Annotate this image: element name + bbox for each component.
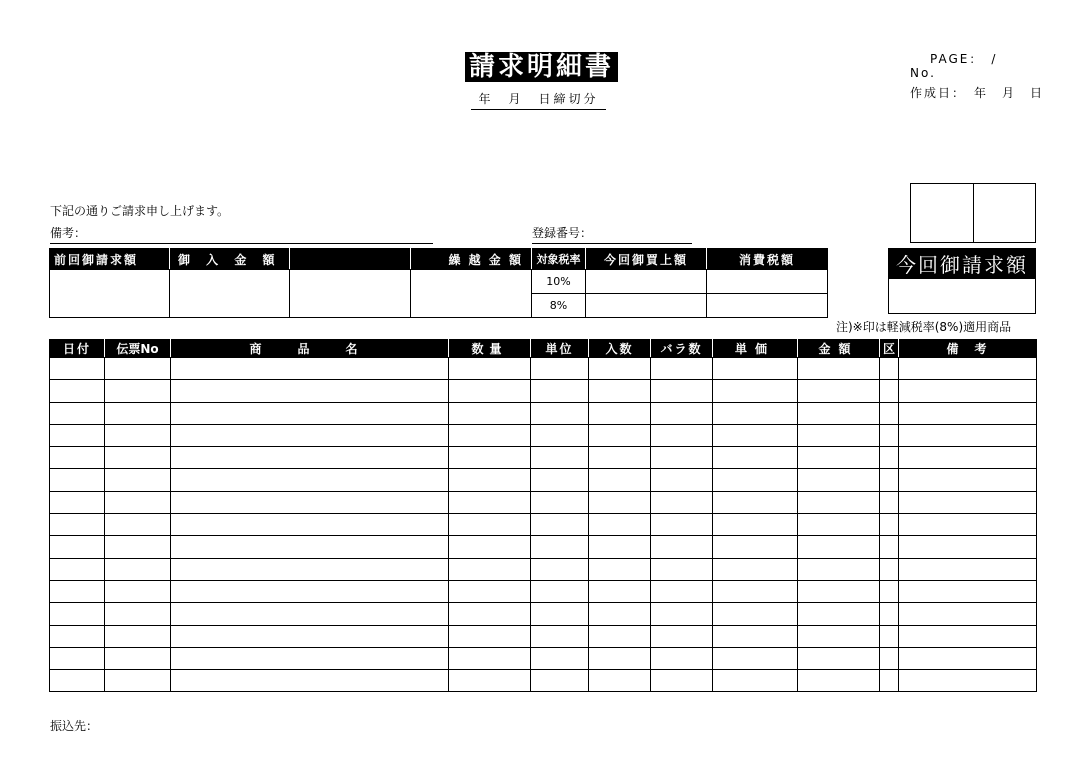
table-cell bbox=[651, 424, 713, 446]
table-cell bbox=[651, 580, 713, 602]
table-row bbox=[50, 625, 1037, 647]
table-cell bbox=[449, 469, 531, 491]
table-cell bbox=[105, 558, 171, 580]
table-cell bbox=[651, 670, 713, 692]
table-cell bbox=[50, 580, 105, 602]
table-cell bbox=[899, 625, 1037, 647]
table-cell bbox=[899, 380, 1037, 402]
cell-purchase-8 bbox=[586, 294, 707, 318]
table-cell bbox=[899, 536, 1037, 558]
table-row bbox=[50, 558, 1037, 580]
table-cell bbox=[899, 670, 1037, 692]
table-cell bbox=[899, 358, 1037, 380]
table-cell bbox=[798, 558, 880, 580]
table-cell bbox=[798, 514, 880, 536]
col-remarks: 備 考 bbox=[899, 340, 1037, 358]
table-cell bbox=[899, 402, 1037, 424]
table-cell bbox=[713, 603, 798, 625]
header-tax-rate: 対象税率 bbox=[532, 249, 586, 270]
document-title: 請求明細書 bbox=[465, 52, 618, 82]
table-cell bbox=[899, 580, 1037, 602]
table-cell bbox=[798, 358, 880, 380]
col-amount: 金額 bbox=[798, 340, 880, 358]
table-cell bbox=[899, 447, 1037, 469]
table-cell bbox=[713, 536, 798, 558]
header-previous-billing: 前回御請求額 bbox=[50, 249, 170, 270]
table-cell bbox=[651, 380, 713, 402]
cell-tax-8 bbox=[707, 294, 828, 318]
table-cell bbox=[449, 536, 531, 558]
table-cell bbox=[531, 625, 589, 647]
table-cell bbox=[880, 536, 899, 558]
table-row bbox=[50, 358, 1037, 380]
table-cell bbox=[171, 536, 449, 558]
table-row bbox=[50, 670, 1037, 692]
table-cell bbox=[589, 603, 651, 625]
table-cell bbox=[105, 647, 171, 669]
table-cell bbox=[880, 402, 899, 424]
table-cell bbox=[171, 670, 449, 692]
table-cell bbox=[50, 424, 105, 446]
table-cell bbox=[105, 380, 171, 402]
cell-purchase-10 bbox=[586, 270, 707, 294]
table-cell bbox=[880, 469, 899, 491]
table-cell bbox=[899, 514, 1037, 536]
header-carried-over: 繰 越 金 額 bbox=[411, 249, 532, 270]
table-cell bbox=[880, 424, 899, 446]
table-cell bbox=[899, 647, 1037, 669]
table-cell bbox=[449, 380, 531, 402]
table-cell bbox=[880, 358, 899, 380]
table-cell bbox=[899, 558, 1037, 580]
table-cell bbox=[531, 580, 589, 602]
table-cell bbox=[105, 625, 171, 647]
table-cell bbox=[713, 647, 798, 669]
table-cell bbox=[171, 402, 449, 424]
table-cell bbox=[798, 647, 880, 669]
table-cell bbox=[798, 447, 880, 469]
table-cell bbox=[531, 358, 589, 380]
table-cell bbox=[713, 491, 798, 513]
total-billing-box bbox=[888, 248, 1036, 314]
table-cell bbox=[105, 424, 171, 446]
table-cell bbox=[50, 647, 105, 669]
table-cell bbox=[105, 514, 171, 536]
table-cell bbox=[880, 625, 899, 647]
reduced-tax-note: 注)※印は軽減税率(8%)適用商品 bbox=[836, 320, 1012, 334]
table-cell bbox=[880, 558, 899, 580]
detail-table bbox=[49, 339, 1037, 692]
table-cell bbox=[880, 380, 899, 402]
created-date-label: 作成日： 年 月 日 bbox=[910, 86, 1045, 100]
summary-table bbox=[49, 248, 828, 318]
cutoff-date-line: 年 月 日締切分 bbox=[471, 90, 606, 110]
table-cell bbox=[50, 625, 105, 647]
page-label: PAGE： / bbox=[930, 52, 998, 66]
table-cell bbox=[651, 647, 713, 669]
remarks-label: 備考： bbox=[50, 226, 87, 240]
table-cell bbox=[589, 580, 651, 602]
table-cell bbox=[171, 447, 449, 469]
col-loose-qty: バラ数 bbox=[651, 340, 713, 358]
table-cell bbox=[880, 580, 899, 602]
total-billing-value bbox=[889, 279, 1036, 314]
table-cell bbox=[589, 625, 651, 647]
table-cell bbox=[589, 447, 651, 469]
table-cell bbox=[589, 647, 651, 669]
table-cell bbox=[171, 603, 449, 625]
table-cell bbox=[589, 380, 651, 402]
cell-carried-over bbox=[411, 270, 532, 318]
col-category: 区 bbox=[880, 340, 899, 358]
table-cell bbox=[50, 514, 105, 536]
table-cell bbox=[651, 514, 713, 536]
table-cell bbox=[50, 670, 105, 692]
table-cell bbox=[531, 603, 589, 625]
table-cell bbox=[531, 402, 589, 424]
header-purchase-amount: 今回御買上額 bbox=[586, 249, 707, 270]
table-cell bbox=[651, 447, 713, 469]
remarks-line bbox=[50, 224, 433, 244]
table-cell bbox=[713, 402, 798, 424]
table-cell bbox=[531, 514, 589, 536]
table-cell bbox=[105, 358, 171, 380]
table-cell bbox=[449, 514, 531, 536]
table-cell bbox=[105, 603, 171, 625]
table-cell bbox=[798, 670, 880, 692]
table-cell bbox=[713, 358, 798, 380]
stamp-box-1 bbox=[911, 184, 974, 243]
table-cell bbox=[50, 469, 105, 491]
table-cell bbox=[50, 402, 105, 424]
table-cell bbox=[449, 447, 531, 469]
col-date: 日付 bbox=[50, 340, 105, 358]
table-cell bbox=[713, 469, 798, 491]
table-cell bbox=[798, 536, 880, 558]
cell-tax-10 bbox=[707, 270, 828, 294]
col-quantity: 数量 bbox=[449, 340, 531, 358]
table-cell bbox=[589, 514, 651, 536]
table-cell bbox=[798, 603, 880, 625]
tax-rate-8: 8% bbox=[532, 294, 586, 318]
table-cell bbox=[171, 647, 449, 669]
table-cell bbox=[531, 447, 589, 469]
table-row bbox=[50, 491, 1037, 513]
table-cell bbox=[105, 491, 171, 513]
table-cell bbox=[589, 424, 651, 446]
table-cell bbox=[589, 536, 651, 558]
header-payment-received: 御 入 金 額 bbox=[170, 249, 290, 270]
table-row bbox=[50, 402, 1037, 424]
detail-body bbox=[50, 358, 1037, 692]
table-cell bbox=[449, 603, 531, 625]
table-cell bbox=[713, 380, 798, 402]
table-row bbox=[50, 469, 1037, 491]
table-cell bbox=[713, 670, 798, 692]
table-cell bbox=[651, 603, 713, 625]
col-pack-qty: 入数 bbox=[589, 340, 651, 358]
table-cell bbox=[589, 670, 651, 692]
table-cell bbox=[105, 580, 171, 602]
table-cell bbox=[798, 625, 880, 647]
tax-rate-10: 10% bbox=[532, 270, 586, 294]
table-cell bbox=[880, 647, 899, 669]
table-cell bbox=[589, 558, 651, 580]
table-cell bbox=[171, 380, 449, 402]
table-cell bbox=[171, 424, 449, 446]
header-blank bbox=[290, 249, 411, 270]
table-cell bbox=[449, 402, 531, 424]
table-cell bbox=[880, 514, 899, 536]
table-cell bbox=[589, 469, 651, 491]
registration-label: 登録番号： bbox=[532, 226, 593, 240]
table-cell bbox=[651, 469, 713, 491]
col-slip-no: 伝票No bbox=[105, 340, 171, 358]
table-cell bbox=[50, 358, 105, 380]
table-cell bbox=[899, 603, 1037, 625]
table-cell bbox=[713, 625, 798, 647]
number-label: No. bbox=[910, 66, 936, 80]
table-cell bbox=[651, 536, 713, 558]
table-cell bbox=[449, 558, 531, 580]
table-cell bbox=[531, 424, 589, 446]
table-cell bbox=[531, 536, 589, 558]
table-cell bbox=[798, 580, 880, 602]
table-cell bbox=[449, 647, 531, 669]
table-cell bbox=[589, 358, 651, 380]
table-cell bbox=[449, 625, 531, 647]
greeting-text: 下記の通りご請求申し上げます。 bbox=[50, 204, 230, 218]
table-cell bbox=[50, 447, 105, 469]
table-cell bbox=[798, 469, 880, 491]
table-cell bbox=[171, 491, 449, 513]
table-row bbox=[50, 603, 1037, 625]
col-unit-price: 単価 bbox=[713, 340, 798, 358]
table-row bbox=[50, 380, 1037, 402]
table-cell bbox=[713, 447, 798, 469]
cell-blank bbox=[290, 270, 411, 318]
table-row bbox=[50, 536, 1037, 558]
bank-label: 振込先： bbox=[50, 719, 99, 733]
table-cell bbox=[171, 358, 449, 380]
table-cell bbox=[105, 402, 171, 424]
table-cell bbox=[171, 469, 449, 491]
table-cell bbox=[171, 514, 449, 536]
table-cell bbox=[798, 424, 880, 446]
total-billing-label: 今回御請求額 bbox=[889, 249, 1036, 279]
stamp-box-2 bbox=[973, 184, 1036, 243]
table-cell bbox=[651, 402, 713, 424]
table-cell bbox=[880, 670, 899, 692]
table-cell bbox=[50, 536, 105, 558]
table-cell bbox=[105, 536, 171, 558]
table-cell bbox=[449, 358, 531, 380]
cell-previous-billing bbox=[50, 270, 170, 318]
registration-line bbox=[532, 224, 692, 244]
table-cell bbox=[531, 647, 589, 669]
table-cell bbox=[50, 603, 105, 625]
table-cell bbox=[651, 625, 713, 647]
table-cell bbox=[880, 491, 899, 513]
table-cell bbox=[449, 670, 531, 692]
header-consumption-tax: 消費税額 bbox=[707, 249, 828, 270]
table-cell bbox=[449, 424, 531, 446]
table-cell bbox=[531, 380, 589, 402]
table-cell bbox=[899, 491, 1037, 513]
table-cell bbox=[651, 558, 713, 580]
table-cell bbox=[105, 670, 171, 692]
table-cell bbox=[589, 491, 651, 513]
table-row bbox=[50, 514, 1037, 536]
table-cell bbox=[531, 469, 589, 491]
table-cell bbox=[651, 491, 713, 513]
table-cell bbox=[531, 558, 589, 580]
table-cell bbox=[50, 380, 105, 402]
table-cell bbox=[171, 580, 449, 602]
table-cell bbox=[880, 603, 899, 625]
cell-payment-received bbox=[170, 270, 290, 318]
table-cell bbox=[880, 447, 899, 469]
table-cell bbox=[713, 580, 798, 602]
table-cell bbox=[50, 491, 105, 513]
table-cell bbox=[798, 491, 880, 513]
table-cell bbox=[798, 402, 880, 424]
table-cell bbox=[449, 580, 531, 602]
table-cell bbox=[171, 558, 449, 580]
table-cell bbox=[50, 558, 105, 580]
table-cell bbox=[713, 558, 798, 580]
col-unit: 単位 bbox=[531, 340, 589, 358]
table-cell bbox=[531, 491, 589, 513]
table-cell bbox=[105, 469, 171, 491]
table-row bbox=[50, 580, 1037, 602]
table-cell bbox=[531, 670, 589, 692]
table-row bbox=[50, 447, 1037, 469]
stamp-boxes bbox=[910, 183, 1036, 243]
table-cell bbox=[899, 469, 1037, 491]
table-cell bbox=[449, 491, 531, 513]
col-product-name: 商 品 名 bbox=[171, 340, 449, 358]
table-row bbox=[50, 647, 1037, 669]
table-cell bbox=[798, 380, 880, 402]
table-cell bbox=[105, 447, 171, 469]
table-cell bbox=[651, 358, 713, 380]
table-row bbox=[50, 424, 1037, 446]
table-cell bbox=[713, 424, 798, 446]
table-cell bbox=[713, 514, 798, 536]
table-cell bbox=[589, 402, 651, 424]
table-cell bbox=[899, 424, 1037, 446]
table-cell bbox=[171, 625, 449, 647]
